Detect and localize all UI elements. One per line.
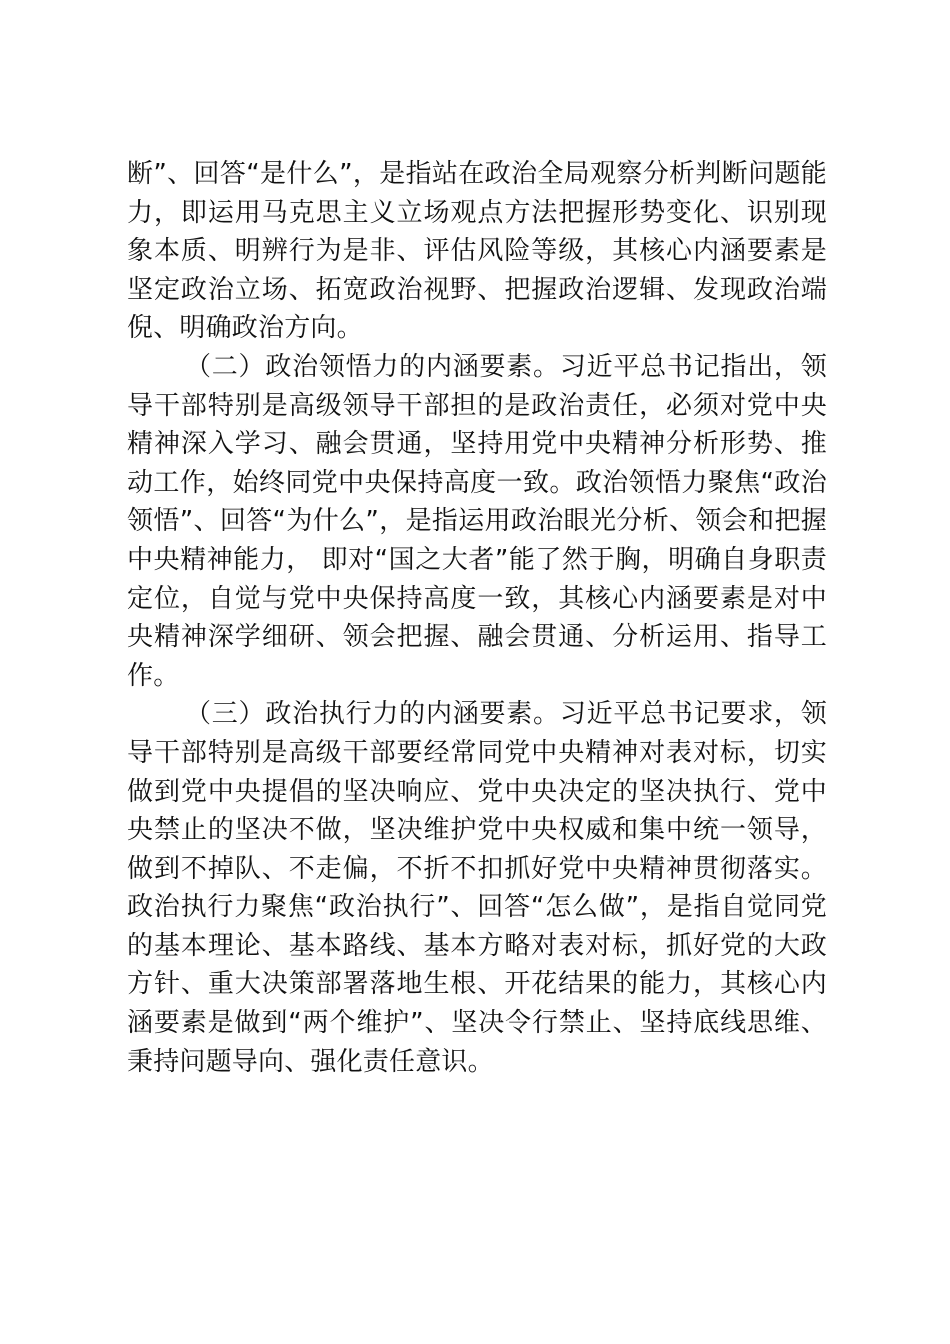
paragraph-text: 习近平总书记要求，领导干部特别是高级干部要经常同党中央精神对表对标，切实做到党中央提倡的坚决响应、党中央决定的坚决执行、党中央禁止的坚决不做，坚决维护党中央权威和集中统一领导，做到不掉队、不走偏，不折不扣抓好党中央精神贯彻落实。政治执行力聚焦“政治执行”、回答“怎么做”，是指自觉同党的基本理论、基本路线、基本方略对表对标，抓好党的大政方针、重大决策部署落地生根、开花结果的能力，其核心内涵要素是做到“两个维护”、坚决令行禁止、坚持底线思维、秉持问题导向、强化责任意识。	[127, 699, 827, 1077]
paragraph-political-execution	[127, 695, 827, 1081]
paragraph-text: 断”、回答“是什么”，是指站在政治全局观察分析判断问题能力，即运用马克思主义立场观点方法把握形势变化、识别现象本质、明辨行为是非、评估风险等级，其核心内涵要素是坚定政治立场、拓宽政治视野、把握政治逻辑、发现政治端倪、明确政治方向。	[127, 159, 827, 344]
section-heading: （二）政治领悟力的内涵要素。	[185, 351, 560, 382]
document-body	[127, 155, 827, 1081]
section-heading: （三）政治执行力的内涵要素。	[185, 699, 560, 730]
paragraph-continuation	[127, 155, 827, 348]
paragraph-text: 习近平总书记指出，领导干部特别是高级领导干部担的是政治责任，必须对党中央精神深入学习、融会贯通，坚持用党中央精神分析形势、推动工作，始终同党中央保持高度一致。政治领悟力聚焦“政治领悟”、回答“为什么”，是指运用政治眼光分析、领会和把握中央精神能力， 即对“国之大者”能了然于胸，明确自身职责定位，自觉与党中央保持高度一致，其核心内涵要素是对中央精神深学细研、领会把握、融会贯通、分析运用、指导工作。	[127, 351, 827, 691]
paragraph-political-comprehension	[127, 348, 827, 695]
